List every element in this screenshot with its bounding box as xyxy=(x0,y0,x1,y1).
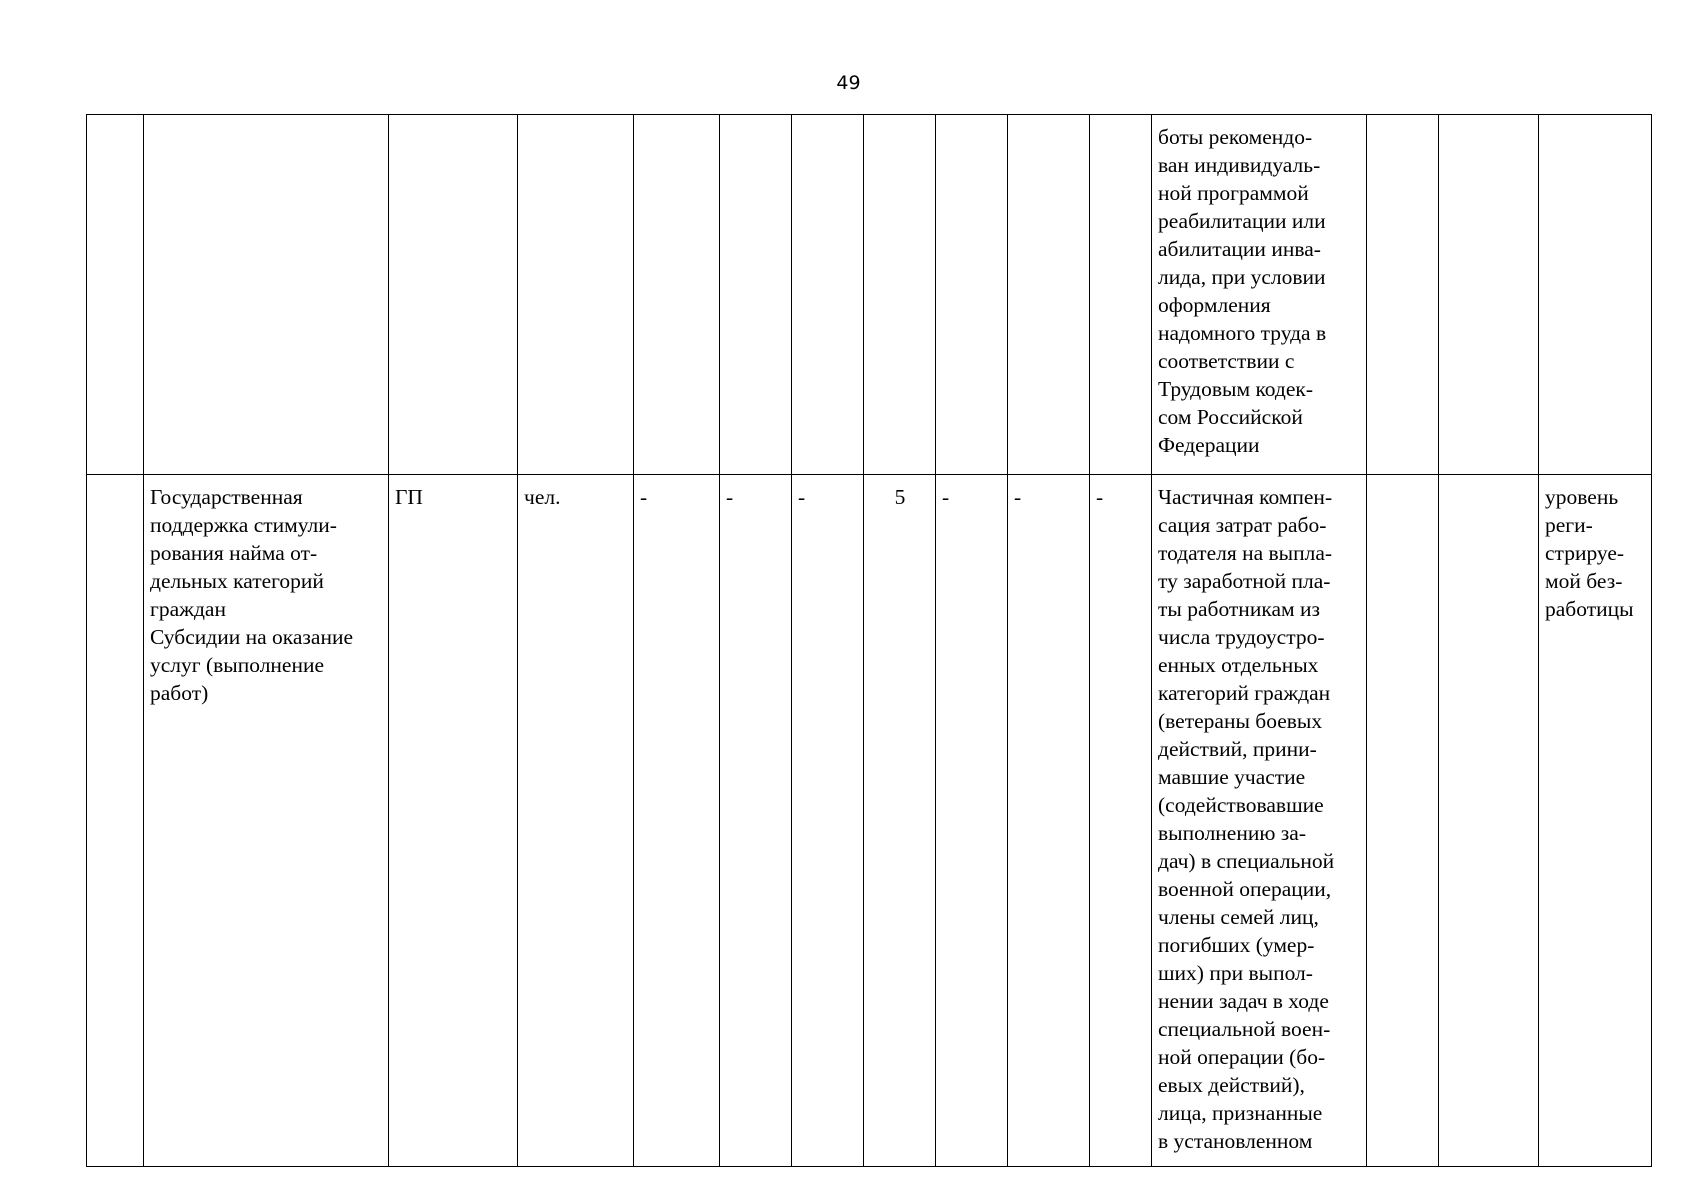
table-cell xyxy=(87,475,144,1167)
table-cell xyxy=(1090,115,1152,475)
table-cell xyxy=(1539,115,1652,475)
table-cell-measure-name: Государственная поддержка стимули- рования найма от- дельных категорий граждан Субсидии на оказание услуг (выполнение работ) xyxy=(144,475,389,1167)
table-cell xyxy=(1439,115,1539,475)
table-cell-value: - xyxy=(634,475,720,1167)
table-cell xyxy=(518,115,634,475)
page-number: 49 xyxy=(836,72,861,94)
table-cell-description: Частичная компен- сация затрат рабо- тодателя на выпла- ту заработной пла- ты работникам из числа трудоустро- енных отдельных категорий граждан (ветераны боевых действий, прини- мавшие участие (содействовавшие выполнению за- дач) в специальной военной операции, члены семей лиц, погибших (умер- ших) при выпол- нении задач в ходе специальной воен- ной операции (бо- евых действий), лица, признанные в установленном xyxy=(1152,475,1367,1167)
table-cell xyxy=(720,115,792,475)
table-cell xyxy=(1367,475,1439,1167)
document-table xyxy=(86,114,1652,1167)
table-cell xyxy=(1008,115,1090,475)
table-cell-value: - xyxy=(1090,475,1152,1167)
table-cell xyxy=(1367,115,1439,475)
table-cell-program: ГП xyxy=(389,475,518,1167)
table-cell-indicator: уровень реги- стрируе- мой без- работицы xyxy=(1539,475,1652,1167)
table-cell xyxy=(792,115,864,475)
table-row xyxy=(87,115,1652,475)
table-cell-value: - xyxy=(1008,475,1090,1167)
table-cell xyxy=(389,115,518,475)
table-cell xyxy=(864,115,936,475)
table-cell-value: - xyxy=(792,475,864,1167)
table-row xyxy=(87,475,1652,1167)
table-cell xyxy=(634,115,720,475)
table-cell-unit: чел. xyxy=(518,475,634,1167)
table-cell xyxy=(936,115,1008,475)
table-cell xyxy=(87,115,144,475)
table-cell-value: 5 xyxy=(864,475,936,1167)
table-cell-value: - xyxy=(720,475,792,1167)
table-cell xyxy=(144,115,389,475)
table-cell-value: - xyxy=(936,475,1008,1167)
table-cell xyxy=(1439,475,1539,1167)
table-cell-description: боты рекомендо- ван индивидуаль- ной программой реабилитации или абилитации инва- лида, при условии оформления надомного труда в соответствии с Трудовым кодек- сом Российской Федерации xyxy=(1152,115,1367,475)
